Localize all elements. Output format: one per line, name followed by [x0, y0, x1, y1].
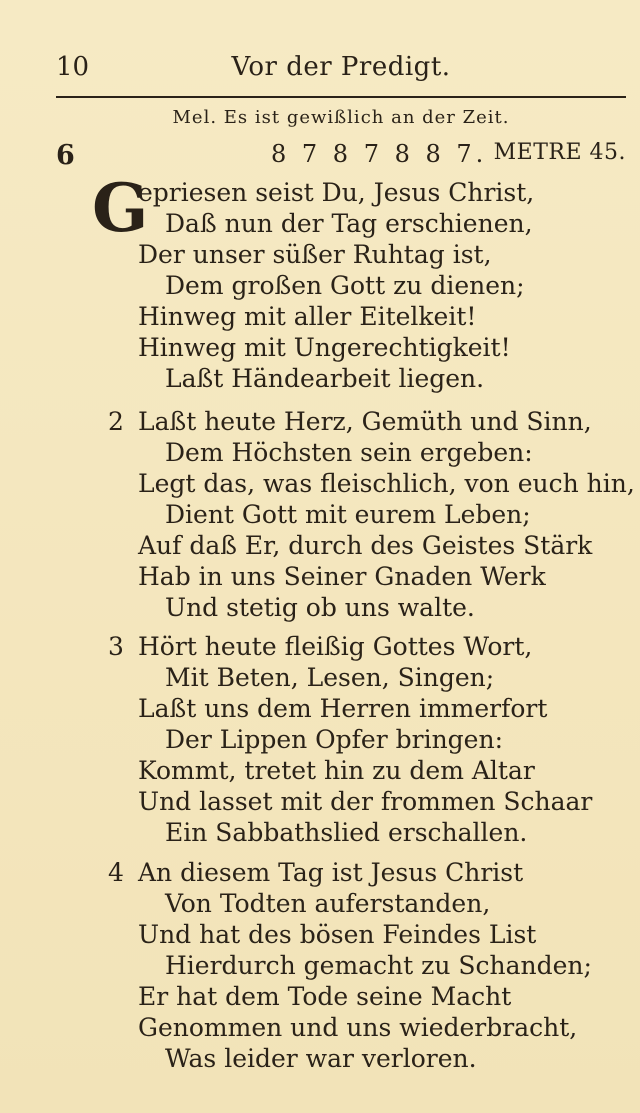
- verse-line: Laßt uns dem Herren immerfort: [138, 694, 548, 723]
- page-header: [56, 52, 626, 88]
- verse-line: Von Todten auferstanden,: [165, 889, 491, 918]
- verse-line: Dem großen Gott zu dienen;: [165, 271, 525, 300]
- meter-label: METRE 45.: [493, 140, 626, 165]
- verse-line: Der unser süßer Ruhtag ist,: [138, 240, 492, 269]
- verse-line: Laßt Händearbeit liegen.: [165, 364, 485, 393]
- drop-cap: G: [92, 169, 149, 247]
- verse-line: Hinweg mit aller Eitelkeit!: [138, 302, 477, 331]
- verse-line: Dient Gott mit eurem Leben;: [165, 500, 531, 529]
- verse-line: Der Lippen Opfer bringen:: [165, 725, 504, 754]
- melody-line: Mel. Es ist gewißlich an der Zeit.: [172, 107, 510, 128]
- verse-line: Daß nun der Tag erschienen,: [165, 209, 533, 238]
- meter-digits: 8 7 8 7 8 8 7.: [271, 140, 488, 168]
- verse-line: Was leider war verloren.: [165, 1044, 477, 1073]
- verse-line: Mit Beten, Lesen, Singen;: [165, 663, 495, 692]
- verse-line: Laßt heute Herz, Gemüth und Sinn,: [138, 407, 592, 436]
- verse-number: 2: [108, 407, 124, 436]
- verse-line: Kommt, tretet hin zu dem Altar: [138, 756, 535, 785]
- verse-line: Genommen und uns wiederbracht,: [138, 1013, 578, 1042]
- page-number: 10: [56, 52, 90, 82]
- verse-line: Und stetig ob uns walte.: [165, 593, 475, 622]
- verse-line: Und lasset mit der frommen Schaar: [138, 787, 593, 816]
- verse-line: Ein Sabbathslied erschallen.: [165, 818, 528, 847]
- running-head: Vor der Predigt.: [231, 52, 451, 82]
- verse-line: Dem Höchsten sein ergeben:: [165, 438, 533, 467]
- verse-line: Hört heute fleißig Gottes Wort,: [138, 632, 533, 661]
- verse-line: Auf daß Er, durch des Geistes Stärk: [138, 531, 593, 560]
- verse-number: 3: [108, 632, 124, 661]
- verse-line: Und hat des bösen Feindes List: [138, 920, 537, 949]
- header-rule: [56, 96, 626, 98]
- verse-line: Er hat dem Tode seine Macht: [138, 982, 512, 1011]
- hymn-number: 6: [56, 140, 75, 171]
- verse-line: Legt das, was fleischlich, von euch hin,: [138, 469, 635, 498]
- verse-line: epriesen seist Du, Jesus Christ,: [138, 178, 535, 207]
- verse-number: 4: [108, 858, 124, 887]
- verse-line: Hierdurch gemacht zu Schanden;: [165, 951, 592, 980]
- verse-line: An diesem Tag ist Jesus Christ: [138, 858, 524, 887]
- verse-line: Hab in uns Seiner Gnaden Werk: [138, 562, 546, 591]
- verse-line: Hinweg mit Ungerechtigkeit!: [138, 333, 511, 362]
